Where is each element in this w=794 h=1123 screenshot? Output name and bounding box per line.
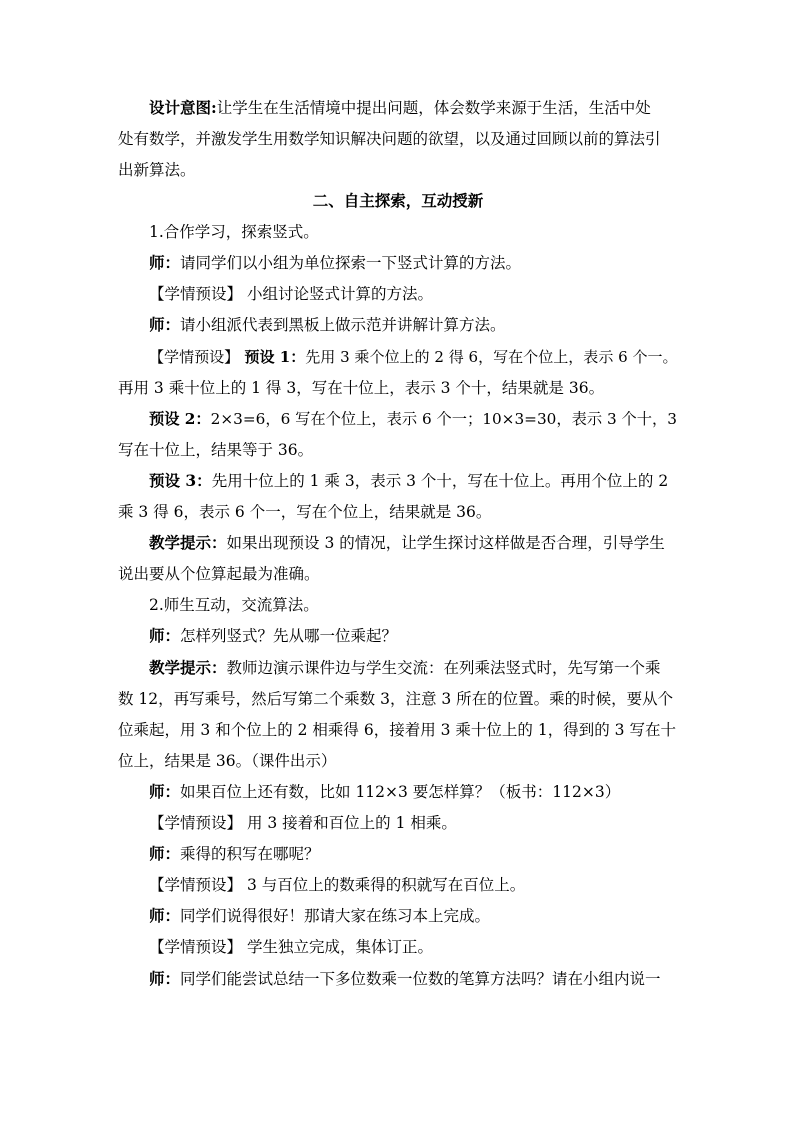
teaching-tip-label: 教学提示： [149, 533, 227, 552]
paragraph-line: 数 12，再写乘号，然后写第二个乘数 3，注意 3 所在的位置。乘的时候，要从个 [118, 690, 674, 708]
teacher-label: 师： [149, 969, 181, 988]
paragraph-line: 出新算法。 [118, 161, 196, 179]
preset-2-label: 预设 2： [149, 410, 211, 428]
teacher-label: 师： [149, 626, 181, 645]
paragraph-line [149, 409, 677, 429]
paragraph-text: 请小组派代表到黑板上做示范并讲解计算方法。 [180, 316, 506, 334]
paragraph-line [149, 844, 320, 864]
paragraph-text: 学生独立完成，集体订正。 [242, 938, 433, 956]
paragraph-line [149, 626, 397, 646]
teaching-tip-label: 教学提示： [149, 658, 227, 677]
paragraph-line: 处有数学，并激发学生用数学知识解决问题的欲望，以及通过回顾以前的算法引 [118, 130, 661, 148]
paragraph-text: 同学们能尝试总结一下多位数乘一位数的笔算方法吗？请在小组内说一 [180, 970, 661, 988]
paragraph-text: 同学们说得很好！那请大家在练习本上完成。 [180, 907, 491, 925]
paragraph-text: 如果百位上还有数，比如 112×3 要怎样算？（板书：112×3） [180, 783, 621, 801]
paragraph-text: 2×3=6，6 写在个位上，表示 6 个一；10×3=30，表示 3 个十，3 [210, 410, 677, 428]
paragraph-line [149, 906, 490, 926]
paragraph-line [149, 315, 506, 335]
student-preset-label: 【学情预设】 [149, 348, 240, 366]
paragraph-line: 位乘起，用 3 和个位上的 2 相乘得 6，接着用 3 乘十位上的 1，得到的 3 写在十 [118, 721, 676, 739]
paragraph-line [149, 875, 525, 895]
paragraph-text: 先用 3 乘个位上的 2 得 6，写在个位上，表示 6 个一。 [305, 348, 678, 366]
paragraph-line [149, 347, 678, 367]
preset-3-label: 预设 3： [149, 471, 212, 490]
student-preset-label: 【学情预设】 [149, 285, 243, 303]
paragraph-text: 乘得的积写在哪呢？ [180, 845, 320, 863]
paragraph-text: 3 与百位上的数乘得的积就写在百位上。 [242, 876, 526, 894]
paragraph-text: 先用十位上的 1 乘 3，表示 3 个十，写在十位上。再用个位上的 2 [211, 472, 669, 490]
paragraph-text: 怎样列竖式？先从哪一位乘起？ [180, 627, 398, 645]
student-preset-label: 【学情预设】 [149, 876, 243, 894]
step-heading: 2.师生互动，交流算法。 [149, 596, 319, 614]
design-intent-label: 设计意图: [149, 98, 217, 117]
preset-1-label: 预设 1： [239, 348, 306, 366]
teacher-label: 师： [149, 253, 181, 272]
teacher-label: 师： [149, 906, 181, 925]
paragraph-text: 请同学们以小组为单位探索一下竖式计算的方法。 [180, 254, 522, 272]
paragraph-text: 让学生在生活情境中提出问题，体会数学来源于生活，生活中处 [216, 99, 651, 117]
paragraph-line: 位上，结果是 36。（课件出示） [118, 752, 337, 770]
teacher-label: 师： [149, 844, 181, 863]
student-preset-label: 【学情预设】 [149, 814, 243, 832]
paragraph-text: 教师边演示课件边与学生交流：在列乘法竖式时，先写第一个乘 [226, 659, 661, 677]
paragraph-line [149, 533, 665, 553]
paragraph-line [149, 969, 661, 989]
paragraph-line [149, 284, 433, 304]
paragraph-line [149, 782, 620, 802]
paragraph-line: 乘 3 得 6，表示 6 个一，写在个位上，结果就是 36。 [118, 503, 492, 521]
paragraph-line [149, 253, 521, 273]
teacher-label: 师： [149, 782, 181, 801]
paragraph-text: 用 3 接着和百位上的 1 相乘。 [242, 814, 457, 832]
paragraph-line [149, 471, 668, 491]
paragraph-text: 如果出现预设 3 的情况，让学生探讨这样做是否合理，引导学生 [226, 534, 665, 552]
step-heading: 1.合作学习，探索竖式。 [149, 223, 319, 241]
paragraph-line: 写在十位上，结果等于 36。 [118, 441, 314, 459]
section-heading: 二、自主探索，互动授新 [312, 191, 484, 210]
teacher-label: 师： [149, 315, 181, 334]
student-preset-label: 【学情预设】 [149, 938, 243, 956]
paragraph-line: 说出要从个位算起最为准确。 [118, 565, 320, 583]
paragraph-line [149, 658, 661, 678]
paragraph-line [149, 98, 651, 118]
paragraph-line [149, 813, 457, 833]
paragraph-line: 再用 3 乘十位上的 1 得 3，写在十位上，表示 3 个十，结果就是 36。 [118, 379, 605, 397]
paragraph-line [149, 937, 433, 957]
paragraph-text: 小组讨论竖式计算的方法。 [242, 285, 433, 303]
